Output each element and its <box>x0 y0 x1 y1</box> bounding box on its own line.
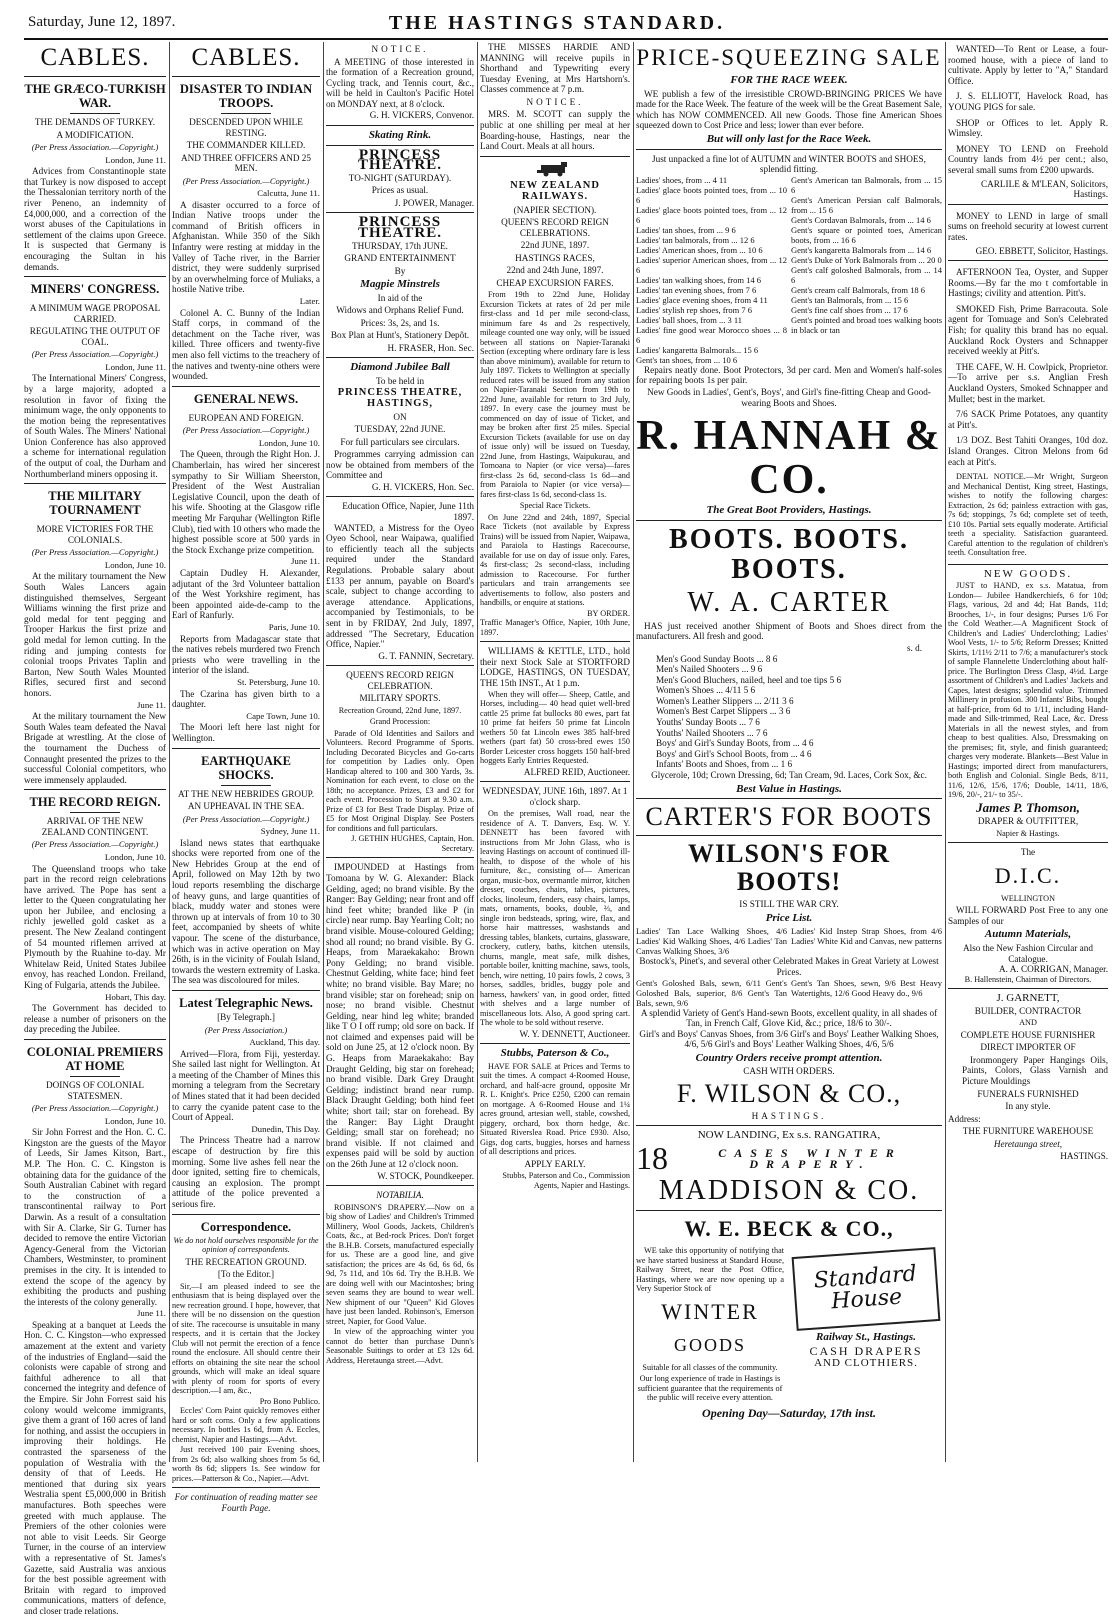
price-line: Gent's American tan Balmorals, from ... 15 6 <box>791 174 942 195</box>
queen-date: Recreation Ground, 22nd June, 1897. <box>338 705 462 715</box>
article-body: Reports from Madagascar state that the natives rebels murdered two French priests who were travelling in the interior of the island. <box>172 633 320 676</box>
column-divider <box>633 42 634 1462</box>
editorial-note: We do not hold ourselves responsible for the opinion of correspondents. <box>173 1235 319 1255</box>
price-line: Men's Nailed Shooters ... 9 6 <box>656 664 763 675</box>
repairs-note: Repairs neatly done. Boot Protectors, 3d per card. Men and Women's half-soles for repairing boots 1s per pair. <box>636 364 942 386</box>
byline: (Per Press Association.—Copyright.) <box>31 839 159 850</box>
theatre-by: By <box>394 265 406 276</box>
article-subhead: REGULATING THE OUTPUT OF COAL. <box>29 326 161 347</box>
war-cry: IS STILL THE WAR CRY. <box>739 899 839 910</box>
letter-signature: Pro Bono Publico. <box>259 1396 320 1406</box>
gents-wilson-prices <box>636 978 942 1008</box>
dateline: London, June 10. <box>104 559 166 570</box>
article-body: Colonel A. C. Bunny of the Indian Staff corps, in command of the detachment on the Tache river, was killed. Three officers and twenty-five men also fell victims to the treachery of the natives and twenty-nine others were wounded. <box>172 307 320 382</box>
classified-ad: SHOP or Offices to let. Apply R. Wimsley. <box>948 117 1108 139</box>
article-subhead: ARRIVAL OF THE NEW ZEALAND CONTINGENT. <box>41 816 149 837</box>
dateline: Calcutta, June 11. <box>257 188 320 199</box>
classified-ad: DENTAL NOTICE.—Mr Wright, Surgeon and Mechanical Dentist, King street, Hastings, wishes to notify the following charges: Extraction, 2s 6d; painless extraction with gas, 7s 6d; stoppings, 7s 6d; complete set of teeth, £10 10s. Partial sets equally moderate. Artificial teeth a speciality. Satisfaction guaranteed. Careful attention to the regulation of children's teeth. Consultation free. <box>948 472 1108 558</box>
railway-sub: HASTINGS RACES, <box>515 252 595 263</box>
ball-date: TUESDAY, 22nd JUNE. <box>354 424 446 435</box>
article-title: EARTHQUAKE SHOCKS. <box>201 753 291 782</box>
theatre-body: Prices as usual. <box>371 185 429 196</box>
wilsons-for-boots: WILSON'S FOR BOOTS! <box>688 839 890 897</box>
queen-signature: J. GETHIN HUGHES, Captain, Hon. Secretary. <box>351 834 474 853</box>
theatre-fund: Widows and Orphans Relief Fund. <box>336 305 464 316</box>
theatre-plan: Box Plan at Hunt's, Stationery Depôt. <box>330 330 470 341</box>
dic-chairman: B. Hallenstein, Chairman of Directors. <box>964 974 1092 984</box>
price-line: Ladies' American shoes, from ... 10 6 <box>636 244 763 255</box>
price-line: Women's Leather Slippers ... 2/11 3 6 <box>656 695 794 706</box>
dateline: June 11. <box>137 1308 166 1319</box>
suitable-note: Suitable for all classes of the community. <box>642 1362 778 1372</box>
article-subhead: AN UPHEAVAL IN THE SEA. <box>187 801 305 811</box>
queen-sub: MILITARY SPORTS. <box>359 693 441 704</box>
stubbs-signature: Stubbs, Paterson and Co., Commission Agents, Napier and Hastings. <box>502 1171 630 1190</box>
sale-intro: WE publish a few of the irresistible CROWD-BRINGING PRICES We have made for the Race Week. The feature of the week will be the Great Basement Sale, which has NOW COMMENCED. All new Goods. Those fine American Shoes squeezed down to Cost Price and less; lower than ever before. <box>636 88 942 131</box>
price-line: Gent's tan Balmorals, from ... 15 6 <box>791 294 909 305</box>
ball-venue: PRINCESS THEATRE, HASTINGS, <box>337 387 463 409</box>
beck-right <box>790 1246 942 1405</box>
dateline: London, June 10. <box>104 851 166 862</box>
price-line: Gent's kangaretta Balmorals from ... 14 6 <box>791 244 932 255</box>
carters-for-boots: CARTER'S FOR BOOTS <box>645 802 933 832</box>
wilson-brand: F. WILSON & CO., <box>676 1078 902 1108</box>
article-body: Sir John Forrest and the Hon. C. C. Kingston are the guests of the Mayor of Leeds, Sir James Kitson, Bart., M.P. The Hon. C. C. Kingston is obtaining data for the guidance of the South Australian Cabinet with regard to the construction of a transcontinental railway to Port Darwin. As a result of a consultation with Sir A. Clarke, Sir G. Turner has decided to remove the entire Victorian Agency-General from the Victorian Chambers, Westminster, to prominent premises in the city. It is intended to extend the scope of the agency by exhibiting the products and pushing the interests of the colony generally. <box>24 1127 166 1307</box>
boots-head: BOOTS. BOOTS. BOOTS. <box>669 523 909 585</box>
price-line: Men's Good Bluchers, nailed, heel and toe tips 5 6 <box>656 674 842 685</box>
auction-date: WEDNESDAY, JUNE 16th, 1897. At 1 o'clock sharp. <box>482 786 628 807</box>
auction-signature: W. Y. DENNETT, Auctioneer. <box>519 1028 630 1039</box>
column-divider <box>477 42 478 1462</box>
edu-signature: G. T. FANNIN, Secretary. <box>378 650 474 661</box>
country-orders: Country Orders receive prompt attention. <box>695 1051 883 1064</box>
byline: (Per Press Association.) <box>204 1024 288 1035</box>
goods-word: GOODS <box>673 1334 746 1355</box>
masthead-rule <box>24 38 1108 40</box>
theatre-head: PRINCESS THEATRE. <box>358 146 442 174</box>
price-line: Gent's calf goloshed Balmorals, from ... 14 6 <box>791 264 942 285</box>
dic-signature: A. A. CORRIGAN, Manager. <box>999 964 1108 975</box>
beck-row <box>636 1246 942 1405</box>
article-subhead: EUROPEAN AND FOREIGN. <box>188 412 304 423</box>
price-line: Ladies' tan evening shoes, from 7 6 <box>636 284 757 295</box>
notice-signature: G. H. VICKERS, Convenor. <box>369 110 474 121</box>
queen-body: Parade of Old Identities and Sailors and Volunteers. Record Programme of Sports. Including Decorated Bicycles and Go-carts for competition by Ladies only. Open Handicap altered to 100 and 300 Yards, 3s. Nomination for each event, to close on the 18th; no acceptance. Prizes, £3 and £2 for each event. Procession to Start at 9.30 a.m. Prize of £3 for Best Trade Display. Prize of £5 for Most Original Display. See Posters for conditions and full particulars. <box>326 728 474 833</box>
stubbs-body: HAVE FOR SALE at Prices and Terms to suit the times. A compact 4-Roomed House, orchard, and half-acre ground, opposite Mr R. L. Knight's. Price £250, £200 can remain on mortgage. A 6-Roomed House and 1¼ acres ground, artesian well, stable, cowshed, piggery, orchard, box thorn hedge, &c. Situated Riverslea Road. Price £930. Also, Gigs, dog carts, buggies, horses and harness of all descriptions and prices. <box>480 1061 630 1157</box>
garnett-street: Heretaunga street, <box>993 1138 1063 1149</box>
article-subhead: A MODIFICATION. <box>56 129 134 140</box>
theatre-head: PRINCESS THEATRE. <box>358 214 442 242</box>
landing-note: NOW LANDING, Ex s.s. RANGATIRA, <box>697 1129 881 1142</box>
clothiers: AND CLOTHIERS. <box>814 1357 918 1370</box>
article-subhead: THE RECREATION GROUND. <box>185 1256 307 1267</box>
dic-body: WILL FORWARD Post Free to any one Samples of our <box>948 905 1108 926</box>
article-body: The Government has decided to release a number of prisoners on the day preceding the Jubilee. <box>24 1003 166 1035</box>
dic-the: The <box>1020 847 1036 858</box>
article-title: Latest Telegraphic News. <box>179 996 313 1010</box>
price-line: Infants' Boots and Shoes, from ... 1 6 <box>656 759 793 770</box>
price-line: Boys' and Girl's Sunday Boots, from ... 4 6 <box>656 738 814 749</box>
article-title: GENERAL NEWS. <box>193 391 299 406</box>
article-body: Captain Dudley H. Alexander, adjutant of the 3rd Volunteer battalion of the West Yorkshire regiment, has been appointed aide-de-camp to the Earl of Ranfurly. <box>172 568 320 621</box>
price-line: Women's Shoes ... 4/11 5 6 <box>656 685 756 696</box>
new-goods-body: JUST to HAND, ex s.s. Matatua, from London— Jubilee Handkerchiefs, 6 for 10d; Flags, various, 2d and 4d; Hat Bands, 11d; Brooches, 1/-, in four designs; Purses 1/6 For the Cold Weather.—A Magnificent Stock of Children's and Ladies' Underclothing; Ladies' Wool Vests, 1/- to 5/6; Reform Dresses; Knitted Skirts, 1/11½ 2/11 to 7/6; a manufacturer's stock of sample Flannelette Underclothing about half-price. The Burlington Dress Clasp, 4½d. Large assortment of Children's and Ladies' Jackets and Capes, latest designs; splendid value. Trimmed Millinery in profusion. 300 Infants' Bibs, bought at half-price, from 6d to 1/11, including Hand-made and Silk-trimmed, Real Lace, &c. Dress Materials in all the newest styles, and from cheap to best qualities. Also, Dressmaking on the premises; fit, style, and finish guaranteed; charges very moderate. Blankets—Best Value in Hastings; imported direct from manufacturers, both English and Colonial. Single Beds, 8/11, 11/6, 12/6, 15/6, 17/6; Double, 14/11, 18/6, 19/6, 20/-, 21/- to 35/-. <box>948 581 1108 800</box>
price-line: Ladies' glace boots pointed toes, from ... 12 6 <box>636 204 787 225</box>
new-goods-head: NEW GOODS. <box>983 567 1073 580</box>
garnett-and: AND <box>1019 1018 1037 1028</box>
notice-head: NOTICE. <box>526 96 584 107</box>
railway-sub: Special Race Tickets. <box>519 501 591 511</box>
bostock-note: Bostock's, Pinet's, and several other Celebrated Makes in Great Variety at Lowest Prices. <box>639 956 939 977</box>
maddison-brand: MADDISON & CO. <box>658 1175 920 1207</box>
winter-word: WINTER <box>661 1298 759 1324</box>
byline: (Per Press Association.—Copyright.) <box>182 175 310 186</box>
advertisement: Just received 100 pair Evening shoes, from 2s 6d; also walking shoes from 5s 6d, worth 8s 6d; slippers 1s. See window for prices.—Patterson & Co., Napier.—Advt. <box>172 1445 320 1483</box>
stock-sale-signature: ALFRED REID, Auctioneer. <box>523 766 630 777</box>
cash-orders: CASH WITH ORDERS. <box>743 1066 835 1077</box>
thomson-sub: DRAPER & OUTFITTER, <box>977 816 1079 827</box>
theatre-sub: GRAND ENTERTAINMENT <box>344 253 456 264</box>
ladies-prices <box>636 175 787 365</box>
impounded-body: IMPOUNDED at Hastings from Tomoana by W. G. Alexander: Black Gelding, aged; no brand visible. By the Ranger: Bay Gelding; near front and off hind feet white; branded like P (in circle) near rump. Bay Yearling Colt; no brand visible. Mouse-coloured Gelding; shod all round; no brand visible. By G. Heaps, from Maraekakaho: Brown Pony Gelding; no brand visible. Chestnut Gelding, white face; hind feet white; no brand visible. Bay Mare; no brand visible; star on forehead; snip on nose; no brand visible. Chestnut Gelding, near hind leg white; branded like T O I off rump; old sore on back. If not claimed and expenses paid will be sold on June 25, at 12 o'clock noon. By G. Heaps from Maraekakaho: Bay Draught Gelding, big star on forehead; no brand visible. Dark Grey Draught Gelding; indistinct brand near rump. Black Draught Gelding; both hind feet white; short tail; star on forehead. By the Ranger: Bay Light Draught Gelding; small star on forehead; no brand visible. If not claimed and expenses paid will be sold by auction on the 26th June at 12 o'clock noon. <box>326 862 474 1169</box>
railway-street: Railway St., Hastings. <box>816 1331 916 1344</box>
price-line: Gent's square or pointed toes, American boots, from ... 16 6 <box>791 224 942 245</box>
theatre-act: Magpie Minstrels <box>360 278 440 291</box>
price-line: Ladies' fine good wear Morocco shoes ... 8 6 <box>636 324 787 345</box>
price-line: Ladies' stylish rep shoes, from 7 6 <box>636 304 753 315</box>
dateline: Hobart, This day. <box>105 991 166 1002</box>
article-body: At the military tournament the New South Wales Lancers again distinguished themselves, Sergeant Williams winning the first prize and gold medal for tent pegging and Trooper Harkus the first prize and gold medal for lemon cutting. In the riding and jumping contests for colonial troops Privates Taplin and Barton, New South Wales Mounted Rifles, secured first and second honors. <box>24 571 166 698</box>
carter-sd: s. d. <box>906 642 922 653</box>
splendid-note: A splendid Variety of Gent's Hand-sewn Boots, excellent quality, in all shades of Tan, in French Calf, Glove Kid, &c.; price, 18/6 to 30/-. <box>640 1007 938 1029</box>
classified-ad: AFTERNOON Tea, Oyster, and Supper Rooms.—By far the mo t comfortable in Hastings; civility and attention. Pitt's. <box>948 267 1108 299</box>
price-line: Ladies' kangaretta Balmorals... 15 6 <box>636 344 759 355</box>
carter-best-value: Best Value in Hastings. <box>736 782 842 795</box>
article-body: The Czarina has given birth to a daughter. <box>172 688 320 710</box>
article-body: Advices from Constantinople state that Turkey is now disposed to accept the Thessalonian territory north of the river Peneno, an indemnity of £4,000,000, and a correction of the worst abuses of the Capitulations in settlement of the claims upon Greece. It is suspected that Germany is encouraging the Sultan in his demands. <box>24 166 166 272</box>
article-subhead: A MINIMUM WAGE PROPOSAL CARRIED. <box>29 303 161 324</box>
article-subhead: AND THREE OFFICERS AND 25 MEN. <box>180 152 311 173</box>
article-body: At the military tournament the New South Wales team defeated the Naval Brigade at wrestling. At the close of the tournament the Duchess of Connaught presented the prizes to the successful Colonial competitors, who were immensely applauded. <box>24 711 166 785</box>
railway-head: NEW ZEALAND RAILWAYS. <box>510 180 600 203</box>
carter-body: HAS just received another Shipment of Boots and Shoes direct from the manufacturers. All fresh and good. <box>636 620 942 642</box>
price-line: Men's Good Sunday Boots ... 8 6 <box>656 653 778 664</box>
article-subhead: THE DEMANDS OF TURKEY. <box>34 117 156 127</box>
stock-sale-body: WILLIAMS & KETTLE, LTD., hold their next Stock Sale at STORTFORD LODGE, HASTINGS, ON TUESDAY, THE 15th INST., At 1 p.m. <box>480 646 630 688</box>
queen-procession: Grand Procession: <box>369 717 431 727</box>
classified-ad: MONEY to LEND in large of small sums on freehold security at lowest current rates. <box>948 210 1108 242</box>
section-head: CABLES. <box>191 44 301 71</box>
article-body: The Queensland troops who take part in the record reign celebrations have arrived. The Pope has sent a letter to the Queen congratulating her upon her Jubilee, and enclosing a richly jewelled gold casket as a present. The New Zealand contingent of 54 mounted riflemen arrived at Plymouth by the Ruahine to-day. Mr Whitelaw Reid, United States Jubilee envoy, has reached London. Freiland, King of Fulgaria, attends the Jubilee. <box>24 863 166 991</box>
price-line: Gent's Cordavan Balmorals, from ... 14 6 <box>791 214 931 225</box>
garnett-style: In any style. <box>1005 1101 1051 1112</box>
dateline: June 11. <box>291 556 320 567</box>
ad-signature: GEO. EBBETT, Solicitor, Hastings. <box>975 245 1108 256</box>
price-list-head: Price List. <box>765 911 813 924</box>
article-title: THE MILITARY TOURNAMENT <box>48 489 142 518</box>
thomson-name: James P. Thomson, <box>976 799 1080 815</box>
hannah-brand: R. HANNAH & CO. <box>636 413 942 504</box>
price-line: Gent's American Persian calf Balmorals, from ... 15 6 <box>791 194 942 215</box>
article-body: The Moori left here last night for Wellington. <box>172 722 320 743</box>
stubbs-head: Stubbs, Paterson & Co., <box>500 1047 610 1060</box>
ball-text: To be held in <box>375 375 425 386</box>
article-body: A disaster occurred to a force of Indian Native troops under the command of British officers in Afghanistan. While 350 of the Sikh Infantry were resting at midday in the Valley of Tache river, in the Barrier district, they were suddenly surprised by an overwhelming force of Muliaks, a hostile Native tribe. <box>172 199 320 295</box>
dateline: Sydney, June 11. <box>260 826 320 837</box>
theatre-signature: J. POWER, Manager. <box>394 197 474 208</box>
dic-also: Also the New Fashion Circular and Catalogue. <box>963 943 1093 964</box>
queen-head: QUEEN'S RECORD REIGN CELEBRATION. <box>346 670 454 691</box>
price-line: Ladies' tan balmorals, from ... 12 6 <box>636 234 755 245</box>
standard-house-logo: Standard House <box>792 1247 941 1331</box>
beck-body: WE take this opportunity of notifying that we have started business at Standard House, Railway Street, near the Post Office, Hastings, where we are now opening up a Very Superior Stock of <box>636 1246 784 1294</box>
wilson-prices <box>636 926 942 956</box>
sale-head: PRICE-SQUEEZING SALE <box>636 45 942 70</box>
experience-note: Our long experience of trade in Hastings is sufficient guarantee that the requirements of the public will receive every attention. <box>637 1374 783 1403</box>
impounded-signature: W. STOCK, Poundkeeper. <box>377 1170 474 1181</box>
dic-brand: D.I.C. <box>994 862 1062 888</box>
byline: (Per Press Association.—Copyright.) <box>182 813 310 824</box>
garnett-list: Ironmongery Paper Hangings Oils, Paints, Colors, Glass Varnish and Picture Mouldings <box>962 1054 1108 1087</box>
column-divider <box>945 42 946 1462</box>
train-icon <box>480 161 630 180</box>
byline: (Per Press Association.—Copyright.) <box>182 425 310 436</box>
gents-prices <box>791 175 942 365</box>
tuition-ad: THE MISSES HARDIE AND MANNING will receive pupils in Shorthand and Typewriting every Tuesday Evening, at Mrs Hartshorn's. Classes commence at 7 p.m. <box>480 42 630 95</box>
article-body: Island news states that earthquake shocks were reported from one of the New Hebrides Group at the end of April, followed on May 12th by two loud reports resembling the discharge of heavy guns, and large quantities of black, muddy water and stones were thrown up at intervals of from 10 to 30 feet, accompanied by sheets of white vapour. The scene of the disturbance, which was in active operation on May 26th, is in the vicinity of Foulah Island, towards the western extremity of Laska. The sea was discoloured for miles. <box>172 837 320 986</box>
ball-signature: G. H. VICKERS, Hon. Sec. <box>371 481 474 492</box>
sale-last: But will only last for the Race Week. <box>706 132 872 145</box>
railway-date: 22nd and 24th June, 1897. <box>506 265 604 276</box>
price-line: Ladies' superior American shoes, from ... 12 6 <box>636 254 787 275</box>
price-line: Ladies' glace evening shoes, from 4 11 <box>636 294 768 305</box>
garnett-funerals: FUNERALS FURNISHED <box>977 1088 1079 1099</box>
price-table <box>636 175 942 365</box>
price-left: Gent's Goloshed Bals, sewn, 6/11 Gent's Goloshed Bals, superior, 8/6 Gent's Tan Bals, sewn, 9/6 <box>636 977 787 1008</box>
garnett-warehouse: THE FURNITURE WAREHOUSE <box>962 1126 1094 1137</box>
garnett-importer: DIRECT IMPORTER OF <box>980 1042 1076 1053</box>
notice-head: NOTICE. <box>371 44 429 54</box>
article-title: Correspondence. <box>200 1219 292 1234</box>
railway-sub: CHEAP EXCURSION FARES. <box>496 277 614 288</box>
hannah-subtitle: The Great Boot Providers, Hastings. <box>706 504 872 517</box>
price-line: Gent's cream calf Balmorals, from 18 6 <box>791 284 925 295</box>
column-2 <box>172 42 320 1513</box>
masthead <box>0 0 1114 44</box>
article-title: THE RECORD REIGN. <box>29 795 161 810</box>
railway-order: BY ORDER. <box>587 608 630 618</box>
dateline: London, June 11. <box>105 361 166 372</box>
section-head: CABLES. <box>40 44 150 71</box>
article-subhead: AT THE NEW HEBRIDES GROUP. <box>177 788 315 799</box>
ball-head: Diamond Jubilee Ball <box>350 361 450 374</box>
carter-foot: Glycerole, 10d; Crown Dressing, 6d; Tan Cream, 9d. Laces, Cork Sox, &c. <box>651 770 927 781</box>
theatre-aid: In aid of the <box>377 292 423 303</box>
dateline: Paris, June 10. <box>268 621 320 632</box>
article-body: The Princess Theatre had a narrow escape of destruction by fire this morning. Some live ashes fell near the door ignited, setting fire to chemicals, causing an explosion. The prompt attitude of the police prevented a serious fire. <box>172 1135 320 1209</box>
classified-ad: J. S. ELLIOTT, Havelock Road, has YOUNG PIGS for sale. <box>948 91 1108 112</box>
price-line: Ladies' shoes, from ... 4 11 <box>636 174 728 185</box>
classified-ad: 7/6 SACK Prime Potatoes, any quantity at Pitt's. <box>948 409 1108 430</box>
article-title: DISASTER TO INDIAN TROOPS. <box>179 82 313 110</box>
sale-subhead: FOR THE RACE WEEK. <box>730 74 848 86</box>
dateline: St. Petersburg, June 10. <box>237 676 320 687</box>
cases-text: CASES WINTER DRAPERY. <box>718 1145 902 1171</box>
column-1 <box>24 42 166 1616</box>
stock-sale-list: When they will offer— Sheep, Cattle, and Horses, including— 40 head quiet well-bred cattle 25 prime fat bullocks 80 ewes, part fat 10 prime fat heifers 50 prime fat Lincoln wethers 50 fat Lincoln ewes 385 half-bred wethers (part fat) 50 cross-bred ewes 150 Border Leicester cross hoggets 150 half-bred hoggets Early Entries Requested. <box>480 689 630 765</box>
railway-sub: QUEEN'S RECORD REIGN CELEBRATIONS. <box>501 217 609 238</box>
ball-text: ON <box>393 411 407 422</box>
sale-unpacked: Just unpacked a fine lot of AUTUMN and WINTER BOOTS and SHOES, splendid fitting. <box>652 153 926 175</box>
notice-body: A MEETING of those interested in the formation of a Recreation ground, Cycling track, and Tennis court, &c., will be held in Caulton's Pacific Hotel on MONDAY next, at 8 o'clock. <box>326 56 474 109</box>
letter-body: Sir,—I am pleased indeed to see the enthusiasm that is being displayed over the new recreation ground. I hope, however, that there will be no dissension on the question of site. The racecourse is unsuitable in many respects, and it is certain that the Jockey Club will not permit the erection of a fence round the enclosure. All should centre their efforts on obtaining the site near the school grounds, which will make an ideal square with plenty of room for sports of every description.—I am, &c., <box>172 1281 320 1396</box>
column-divider <box>323 42 324 1462</box>
edu-body: WANTED, a Mistress for the Oyeo Oyeo School, near Waipawa, qualified to efficiently teach all the subjects required under the Standard Regulations. Probable salary about £133 per annum, payable on Board's scale, subject to change according to average attendance. Applications, accompanied by Testimonials, to be sent in by FRIDAY, 2nd July, 1897, addressed "The Secretary, Education Office, Napier." <box>326 522 474 650</box>
classified-ad: 1/3 DOZ. Best Tahiti Oranges, 10d doz. Island Oranges. Citron Melons from 6d each at Pitt's. <box>948 435 1108 467</box>
classified-ad: MONEY TO LEND on Freehold Country lands from 4½ per cent.; also, several small sums from £200 upwards. <box>948 143 1108 175</box>
notabilia-body: ROBINSON'S DRAPERY.—Now on a big show of Ladies' and Children's Trimmed Millinery, Wool Goods, Jackets, Children's Coats, &c., at Bed-rock Prices. Don't forget the B.H.B. Corsets, manufactured especially for us. These are a good line, and give satisfaction; the prices are 4s 6d, 6s 6d, 6s 9d, 7s 11d, and 10s 6d. Try the B.H.B. We are doing well with our Macintoshes; bring seven seams they are bound to wear well. New shipment of our "Queen" Kid Gloves have just been landed. Robinson's, Emerson street, Napier, for Good Value. <box>326 1202 474 1326</box>
cases-row <box>636 1140 942 1177</box>
column-3 <box>326 42 474 1462</box>
advertisement: Eccles' Corn Paint quickly removes either hard or soft corns. Only a few applications necessary. In bottles 1s 6d, from A. Eccles, chemist, Napier and Hastings.—Advt. <box>172 1406 320 1444</box>
article-subhead: [To the Editor.] <box>217 1269 275 1280</box>
price-line: Gent's pointed and broad toes walking boots in black or tan <box>791 314 942 335</box>
beck-brand: W. E. BECK & CO., <box>684 1216 894 1242</box>
byline: (Per Press Association.—Copyright.) <box>31 547 159 558</box>
garnett-town: HASTINGS. <box>1060 1151 1108 1162</box>
article-body: The International Miners' Congress, by a large majority, adopted a resolution in favor of fixing the minimum wage, the only opponents to the motion being the representatives of South Wales. The Miners' National Union Conference has also approved a scheme for international regulation of the output of coal, the Durham and Northumberland miners opposing it. <box>24 373 166 479</box>
article-subhead: MORE VICTORIES FOR THE COLONIALS. <box>36 524 154 545</box>
railway-sub: (NAPIER SECTION). <box>513 204 597 215</box>
ball-text: Programmes carrying admission can now be obtained from members of the Committee and <box>326 449 474 481</box>
price-line: Youths' Sunday Boots ... 7 6 <box>656 717 760 728</box>
cash-drapers: CASH DRAPERS <box>809 1343 923 1358</box>
notice-body: MRS. M. SCOTT can supply the public at one shilling per meal at her Boarding-house, Hastings, near the Land Court. Meals at all hours. <box>480 109 630 152</box>
dic-autumn: Autumn Materials, <box>984 928 1072 941</box>
garnett-sub: BUILDER, CONTRACTOR <box>974 1005 1082 1016</box>
article-title: MINERS' CONGRESS. <box>30 282 160 297</box>
garnett-furnisher: COMPLETE HOUSE FURNISHER <box>960 1029 1096 1040</box>
beck-left <box>636 1246 784 1405</box>
article-subhead: THE COMMANDER KILLED. <box>186 140 306 150</box>
price-line: Gent's tan shoes, from ... 10 6 <box>636 354 738 365</box>
price-line: Gent's fine calf shoes from ... 17 6 <box>791 304 908 315</box>
ball-text: For full particulars see circulars. <box>340 436 460 447</box>
byline: (Per Press Association.—Copyright.) <box>31 1103 159 1113</box>
carter-price-list <box>636 654 942 771</box>
railway-signature: Traffic Manager's Office, Napier, 10th June, 1897. <box>480 618 630 637</box>
canvas-shoes: Girl's and Boys' Canvas Shoes, from 3/6 Girl's and Boys' Leather Walking Shoes, 4/6, 5/6 Girl's and Boys' Leather Walking Shoes, 4/6, 5/6 <box>639 1028 939 1050</box>
price-line: Ladies' tan walking shoes, from 14 6 <box>636 274 761 285</box>
article-body: Speaking at a banquet at Leeds the Hon. C. C. Kingston—who expressed amazement at the extent and variety of the industries of England—said the colonists were capable of strong and faithful adherence to all that concerned the integrity and defence of the Empire. Sir John Forrest said his colony would welcome immigrants, give them a grant of 160 acres of land for nothing, and assist the occupiers in improving their holdings. He contrasted the sparseness of the population of Westralia with the density of that of Leeds. He mentioned that during six years Westralia spent £5,000,000 in British manufactures. Both speeches were greeted with much applause. The Premiers of the other colonies were not able to visit Leeds. Sir George Turner, in the course of an interview with a representative of St. James's Gazette, said Australia was anxious for the best possible agreement with Britain with regard to improved communications, matters of defence, and closer trade relations. <box>24 1319 166 1616</box>
price-right: Ladies' Kid Instep Strap Shoes, from 4/6 Ladies' White Kid and Canvas, new patterns <box>791 926 942 947</box>
article-subhead: DOINGS OF COLONIAL STATESMEN. <box>46 1080 144 1101</box>
article-body: Arrived—Flora, from Fiji, yesterday. She sailed last night for Wellington. At a meeting of the Chamber of Mines this morning a telegram from the Secretary of Mines stated that it had been decided to carry the cyanide patent case to the Court of Appeal. <box>172 1048 320 1123</box>
railway-body: From 19th to 22nd June, Holiday Excursion Tickets at rates of 2d per mile first-class and 1d per mile second-class, minimum fare 4s and 2s respectively, mileage counted one way only, will be issued between all stations on Napier-Taranaki Section (excepting where ordinary fare is less than above minimum), available for return to July 1897. Tickets to Wellington at specially reduced rates will be issued from any station on Napier-Taranaki Section from 19th to 22nd June, available for return to 3rd July, 1897. In every case the journey must be commenced on day of issue of Ticket, and may be broken after first 25 miles. Special Excursion Tickets (available for use on day of issue only) will be issued on Tuesday, 22nd June, from Hastings, Waipukurau, and Tomoana to Napier (or vice versa)—fares first-class 2s 6d, second-class 1s 6d—and from Paraiola to Napier (or vice versa)—fares first-class 1s 6d, second-class 1s. <box>480 290 630 499</box>
column-5 <box>636 42 942 1462</box>
price-line: Ladies' ball shoes, from ... 3 11 <box>636 314 743 325</box>
price-line: Women's Best Carpet Slippers ... 3 6 <box>656 706 791 717</box>
garnett-address-label: Address: <box>948 1113 981 1124</box>
dateline: Auckland, This day. <box>249 1037 320 1048</box>
dateline: London, June 10. <box>258 437 320 448</box>
notabilia-head: NOTABILIA. <box>376 1190 424 1201</box>
auction-body: On the premises, Wall road, near the residence of A. T. Danvers, Esq. W. Y. DENNETT has been favored with instructions from Mr John Glass, who is leaving Hastings on account of continued ill-health, to dispose of the whole of his furniture, &c., consisting of— American organ, music-box, overmantle mirror, kitchen dresser, couches, chairs, tables, pictures, clocks, linoleum, fenders, easy chairs, lamps, mats, ornaments, books, double, ⅔, and single iron bedsteads, spring, wire, flax, and horse hair mattresses, washstands and dressing tables, blankets, curtains, glassware, crockery, cutlery, baths, kitchen utensils, churns, mangle, meat safe, milk dishes, portable boiler, knitting machine, saws, tools, bench, wire netting, 10 pairs fowls, 2 cows, 3 horses, saddles, bridles, buggy pole and harness, hawkers' van, in good order, fitted with shelves and a large number of miscellaneous lots. Also, A good spring cart. The whole to be sold without reserve. <box>480 809 630 1028</box>
dateline: Dunedin, This Day. <box>251 1123 320 1134</box>
column-divider <box>169 42 170 1462</box>
opening-day: Opening Day—Saturday, 17th inst. <box>702 1405 876 1420</box>
theatre-signature: H. FRASER, Hon. Sec. <box>387 342 474 353</box>
price-line: Youths' Nailed Shooters ... 7 6 <box>656 727 768 738</box>
stubbs-apply: APPLY EARLY. <box>524 1158 586 1169</box>
newspaper-title: THE HASTINGS STANDARD. <box>388 12 726 34</box>
skating-rink-head: Skating Rink. <box>368 129 432 142</box>
byline: (Per Press Association.—Copyright.) <box>31 142 159 152</box>
theatre-date: THURSDAY, 17th JUNE. <box>352 240 448 251</box>
ad-signature: CARLILE & M'LEAN, Solicitors, Hastings. <box>981 178 1108 200</box>
classified-ad: WANTED—To Rent or Lease, a four-roomed house, with a piece of land to cultivate. Apply by letter to "A," Standard Office. <box>948 44 1108 86</box>
column-4 <box>480 42 630 1462</box>
railway-body: On June 22nd and 24th, 1897, Special Race Tickets (not available by Express Trains) will be issued from Napier, Waipawa, and Paraiola to Hastings Racecourse, available for use on day of issue only. Fares, 4s first-class; 2s second-class, including admission to Racecourse. For further particulars and train arrangements see advertisements to follow, also posters and handbills, or enquire at stations. <box>480 512 630 608</box>
railway-date: 22nd JUNE, 1897. <box>520 240 590 251</box>
theatre-sub: TO-NIGHT (SATURDAY). <box>348 172 452 183</box>
byline: (Per Press Association.—Copyright.) <box>31 349 159 360</box>
price-right: Gent's Tan Shoes, sewn, 9/6 Best Heavy Watertights, 12/6 Good Heavy do., 9/6 <box>791 977 942 998</box>
article-title: COLONIAL PREMIERS AT HOME <box>26 1045 164 1073</box>
theatre-prices: Prices: 3s, 2s, and 1s. <box>360 317 440 328</box>
garnett-name: J. GARNETT, <box>996 992 1060 1005</box>
issue-date: Saturday, June 12, 1897. <box>28 14 176 30</box>
article-subhead: DESCENDED UPON WHILE RESTING. <box>189 117 303 138</box>
new-goods-note: New Goods in Ladies', Gent's, Boys', and Girl's fine-fitting Cheap and Good-wearing Boots and Shoes. <box>647 386 931 408</box>
carter-brand: W. A. CARTER <box>687 586 891 618</box>
price-left: Ladies' Tan Lace Walking Shoes, 4/6 Ladies' Kid Walking Shoes, 4/6 Ladies' Tan Canvas Walking Shoes, 3/6 <box>636 926 787 957</box>
classified-ad: SMOKED Fish, Prime Barracouta. Sole agent for Tomuage and Son's Celebrated Fish; for quality this brand has no equal. Auckland Rock Oysters and Schnapper received weekly at Pitt's. <box>948 303 1108 357</box>
edu-dateline: Education Office, Napier, June 11th 1897. <box>342 501 474 523</box>
dateline: London, June 10. <box>104 1115 166 1126</box>
price-line: Ladies' glace boots pointed toes, from ... 10 6 <box>636 184 787 205</box>
wilson-location: HASTINGS. <box>751 1110 827 1121</box>
price-line: Boys' and Girl's School Boots, from ... 4 6 <box>656 748 812 759</box>
dic-location: WELLINGTON <box>1001 893 1055 903</box>
notabilia-body: In view of the approaching winter you cannot do better than purchase Dunn's Seasonable Suitings to order at £3 12s 6d. Address, Heretaunga street.—Advt. <box>326 1327 474 1365</box>
continuation-note: For continuation of reading matter see Fourth Page. <box>174 1492 318 1513</box>
dateline: June 11. <box>137 699 166 710</box>
dateline: London, June 11. <box>105 154 166 165</box>
column-6 <box>948 42 1108 1462</box>
dateline: Later. <box>299 296 320 307</box>
dateline: Cape Town, June 10. <box>246 710 320 721</box>
article-body: The Queen, through the Right Hon. J. Chamberlain, has wired her sincerest sympathy to Sir William Sheerston, President of the West Australian Legislative Council, upon the death of his wife. Shooting at the Glasgow rifle meeting Mr Farquhar (Wellington Rifle Club), tied with 10 others who made the highest possible score at 500 yards in the Stock Exchange prize competition. <box>172 449 320 555</box>
price-line: Gent's Duke of York Balmorals from ... 20 0 <box>791 254 942 265</box>
classified-ad: THE CAFE, W. H. Cowlpick, Proprietor.—To arrive per s.s. Anglian Fresh Auckland Oysters, Smoked Schnapper and Mullet; best in the market. <box>948 361 1108 404</box>
article-subhead: [By Telegraph.] <box>217 1012 275 1022</box>
thomson-loc: Napier & Hastings. <box>996 828 1060 838</box>
price-line: Ladies' tan shoes, from ... 9 6 <box>636 224 736 235</box>
cases-count: 18 <box>636 1140 668 1177</box>
article-title: THE GRÆCO-TURKISH WAR. <box>24 82 166 110</box>
